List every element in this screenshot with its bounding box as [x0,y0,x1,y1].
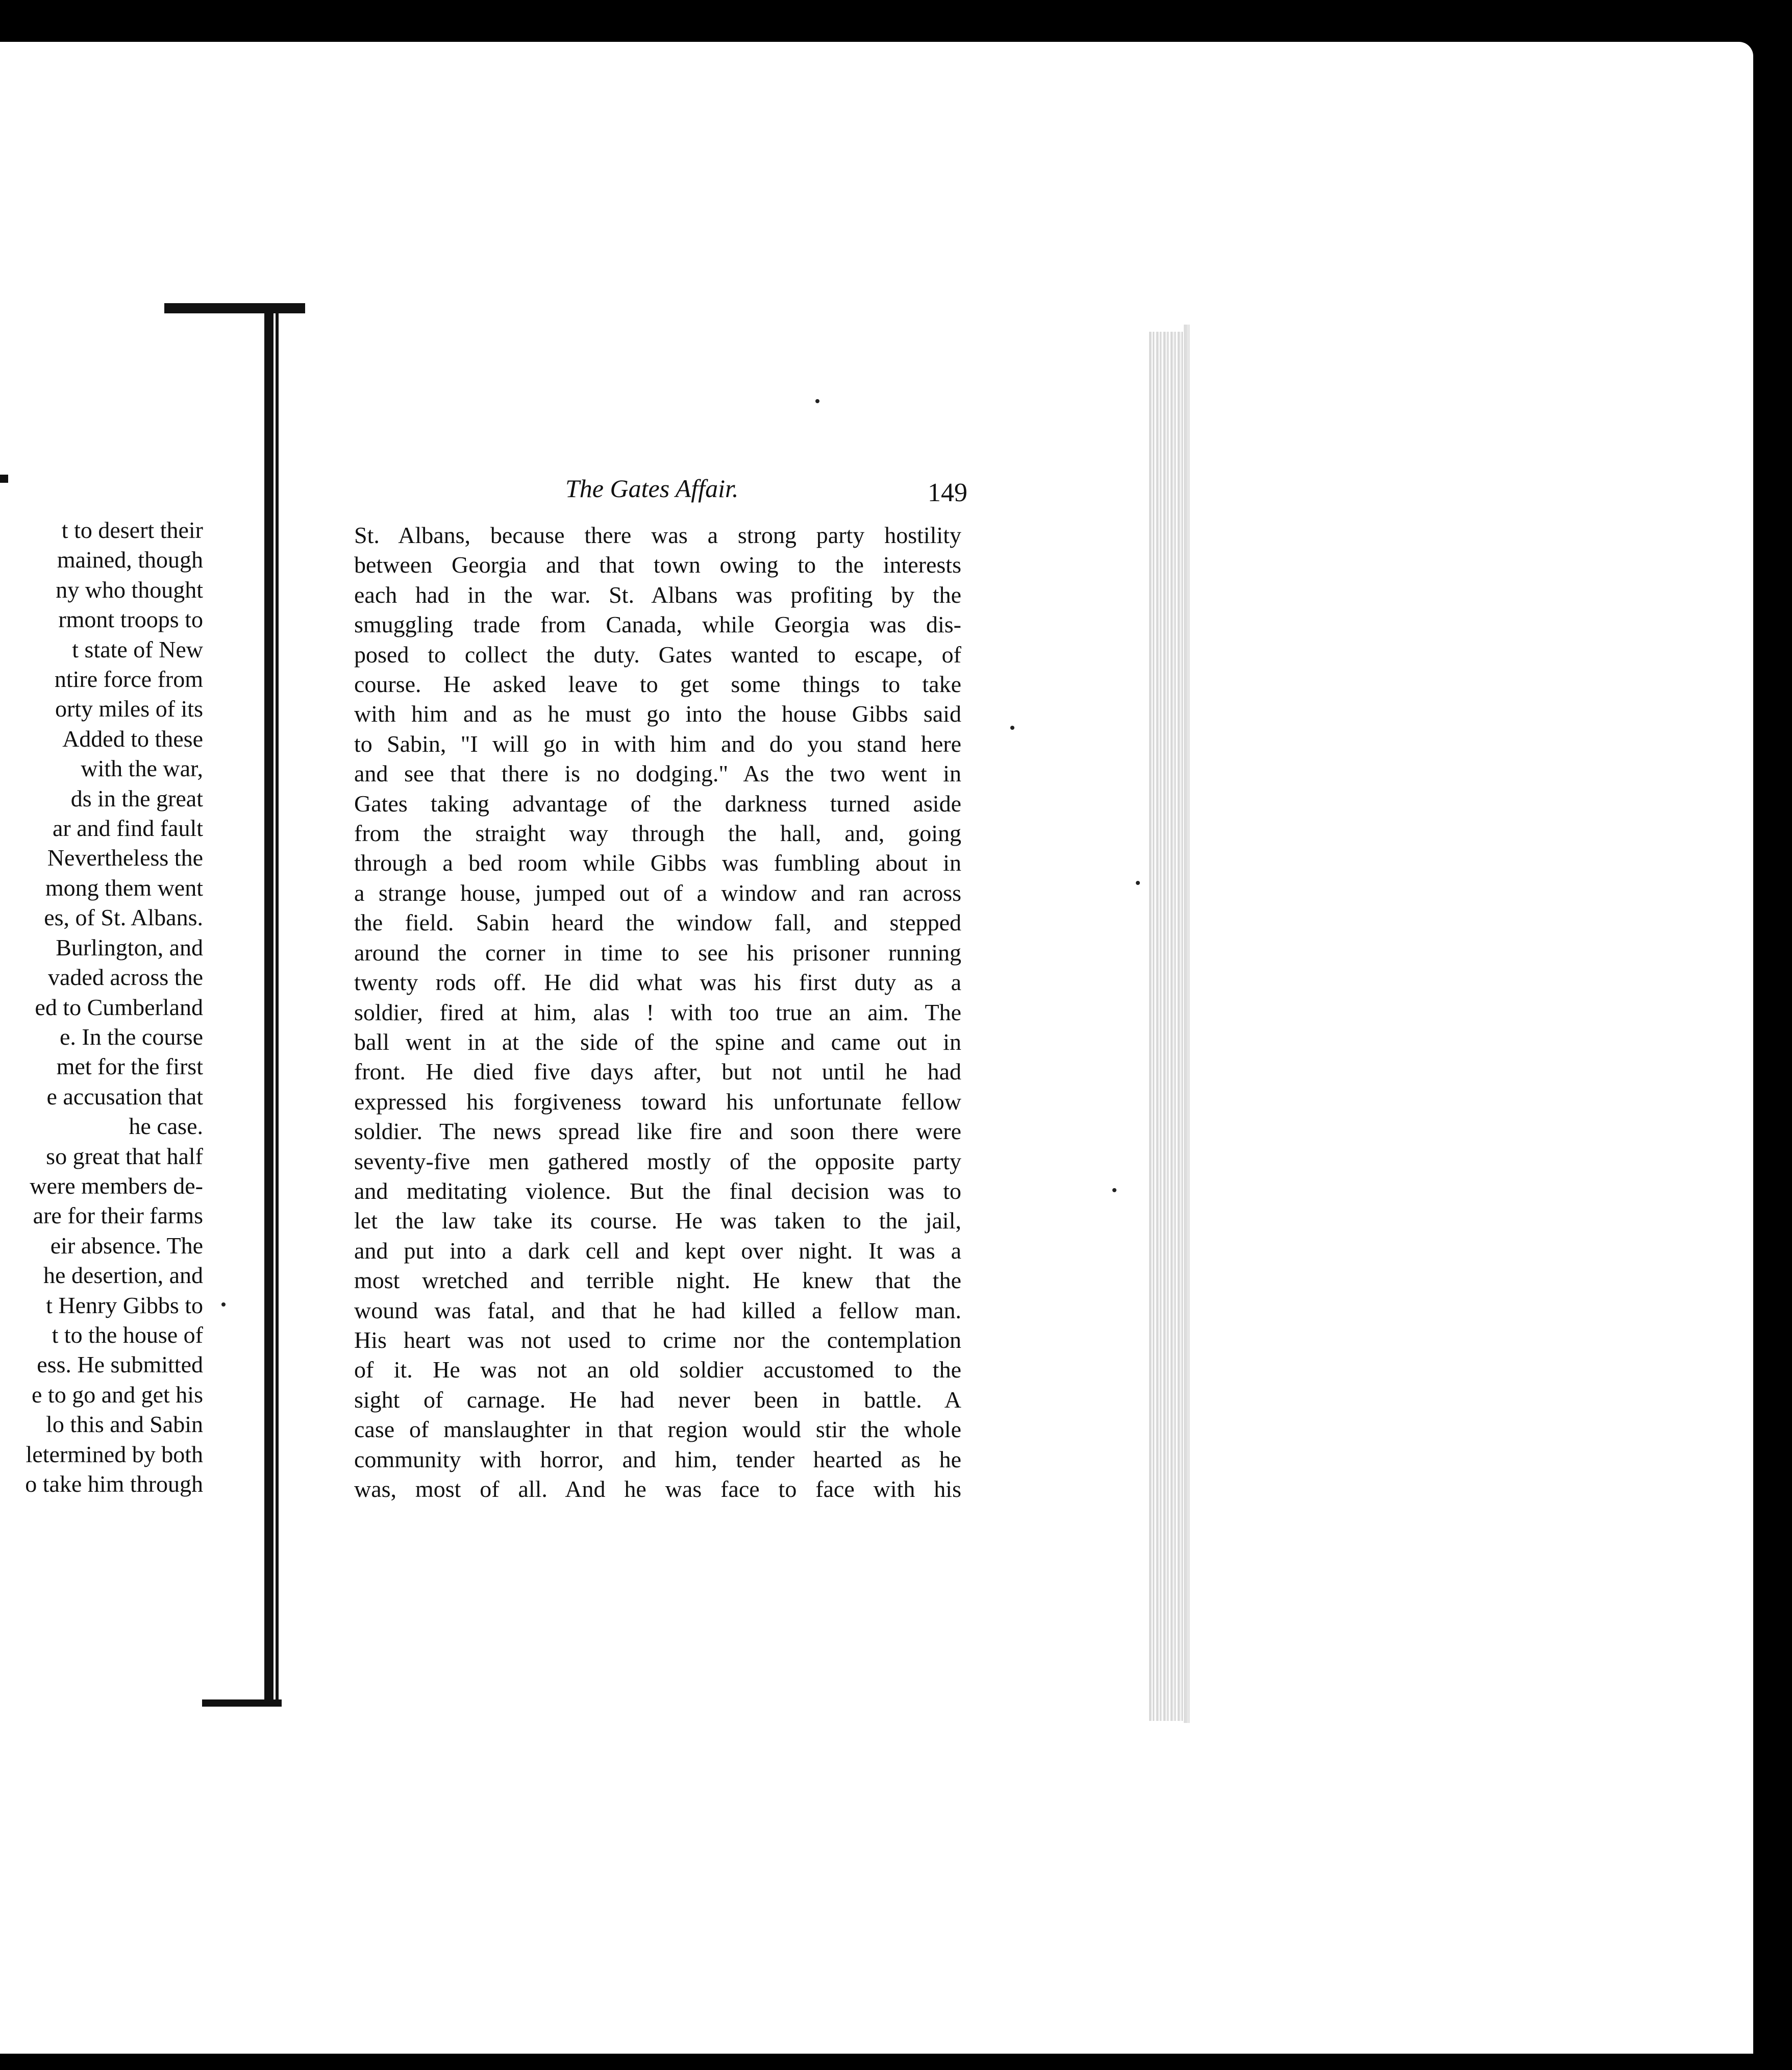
text-line: was, most of all. And he was face to face with his [354,1476,961,1502]
text-line: from the straight way through the hall, and, going [354,820,961,847]
left-page-line: he case. [129,1113,203,1140]
text-line: the field. Sabin heard the window fall, and stepped [354,909,961,936]
left-page-line: e to go and get his [32,1381,203,1408]
page-number: 149 [928,478,967,507]
text-line: His heart was not used to crime nor the contemplation [354,1326,961,1353]
text-line: smuggling trade from Canada, while Georgia was dis- [354,611,961,638]
left-page-line: ed to Cumberland [35,994,203,1020]
page-edge-stack [1149,332,1183,1721]
left-page-line: ds in the great [70,785,203,811]
speck [1136,881,1140,885]
text-line: and meditating violence. But the final decision was to [354,1177,961,1204]
left-page-line: ess. He submitted [37,1351,203,1378]
text-line: and see that there is no dodging." As the two went in [354,760,961,787]
left-page-line: t Henry Gibbs to [46,1292,203,1318]
left-page-line: o take him through [25,1471,203,1497]
left-page-line: ar and find fault [52,815,203,842]
text-line: Gates taking advantage of the darkness turned aside [354,790,961,817]
text-line: St. Albans, because there was a strong party hostility [354,522,961,548]
text-line: most wretched and terrible night. He knew that the [354,1267,961,1294]
left-page-text [25,515,203,1499]
text-line: of it. He was not an old soldier accustomed to the [354,1357,961,1383]
speck [815,399,819,403]
left-page-line: he desertion, and [43,1262,203,1289]
text-line: around the corner in time to see his prisoner running [354,939,961,966]
text-line: seventy-five men gathered mostly of the opposite party [354,1148,961,1174]
text-line: twenty rods off. He did what was his first duty as a [354,969,961,996]
left-page-line: vaded across the [48,964,203,991]
text-line: community with horror, and him, tender hearted as he [354,1446,961,1472]
text-line: expressed his forgiveness toward his unfortunate fellow [354,1088,961,1115]
left-page-line: lo this and Sabin [46,1411,203,1438]
left-page-line: t to desert their [61,517,203,543]
left-page-line: ntire force from [54,666,203,693]
text-line: let the law take its course. He was taken to the jail, [354,1208,961,1234]
body-text [354,521,961,1504]
left-page-line: were members de- [30,1172,203,1199]
left-page-line: so great that half [46,1143,203,1169]
speck [1112,1188,1116,1192]
left-page [0,327,260,1725]
left-page-line: mained, though [57,547,203,573]
left-page-line: Burlington, and [56,934,203,960]
text-line: a strange house, jumped out of a window and ran across [354,879,961,906]
running-head: The Gates Affair. [565,474,739,503]
text-line: front. He died five days after, but not until he had [354,1058,961,1085]
text-line: between Georgia and that town owing to the interests [354,552,961,578]
clamp-top-bar [164,303,305,313]
left-page-line: with the war, [81,755,203,782]
left-page-line: met for the first [56,1053,203,1080]
left-page-line: are for their farms [33,1202,203,1229]
left-page-line: ny who thought [56,576,203,603]
left-page-line: e. In the course [60,1023,203,1050]
left-page-line: Nevertheless the [47,845,203,871]
text-line: ball went in at the side of the spine and came out in [354,1028,961,1055]
left-page-line: Added to these [62,725,203,752]
text-line: wound was fatal, and that he had killed a fellow man. [354,1297,961,1323]
left-page-line: rmont troops to [58,606,203,633]
speck [221,1302,226,1307]
left-page-line: mong them went [45,874,203,901]
text-line: to Sabin, "I will go in with him and do you stand here [354,730,961,757]
text-line: sight of carnage. He had never been in battle. A [354,1386,961,1413]
text-line: and put into a dark cell and kept over night. It was a [354,1237,961,1264]
text-line: soldier, fired at him, alas ! with too true an aim. The [354,999,961,1025]
gutter-line [264,306,273,1705]
left-page-line: es, of St. Albans. [44,904,203,931]
left-page-line: t state of New [72,636,203,662]
text-line: through a bed room while Gibbs was fumbling about in [354,850,961,876]
left-page-line: t to the house of [52,1321,203,1348]
gutter-line-thin [276,312,279,1706]
text-line: case of manslaughter in that region would stir the whole [354,1416,961,1443]
left-page-line: eir absence. The [50,1232,203,1259]
left-page-line: e accusation that [46,1083,203,1110]
text-line: posed to collect the duty. Gates wanted to escape, of [354,641,961,668]
left-page-line: orty miles of its [55,696,203,722]
film-border-bottom [0,2054,1792,2070]
text-line: with him and as he must go into the house Gibbs said [354,701,961,727]
left-page-line: letermined by both [26,1441,203,1467]
text-line: course. He asked leave to get some things to take [354,671,961,698]
speck [1010,726,1014,730]
text-line: each had in the war. St. Albans was profiting by the [354,581,961,608]
text-line: soldier. The news spread like fire and soon there were [354,1118,961,1145]
left-page-mark [0,475,8,483]
